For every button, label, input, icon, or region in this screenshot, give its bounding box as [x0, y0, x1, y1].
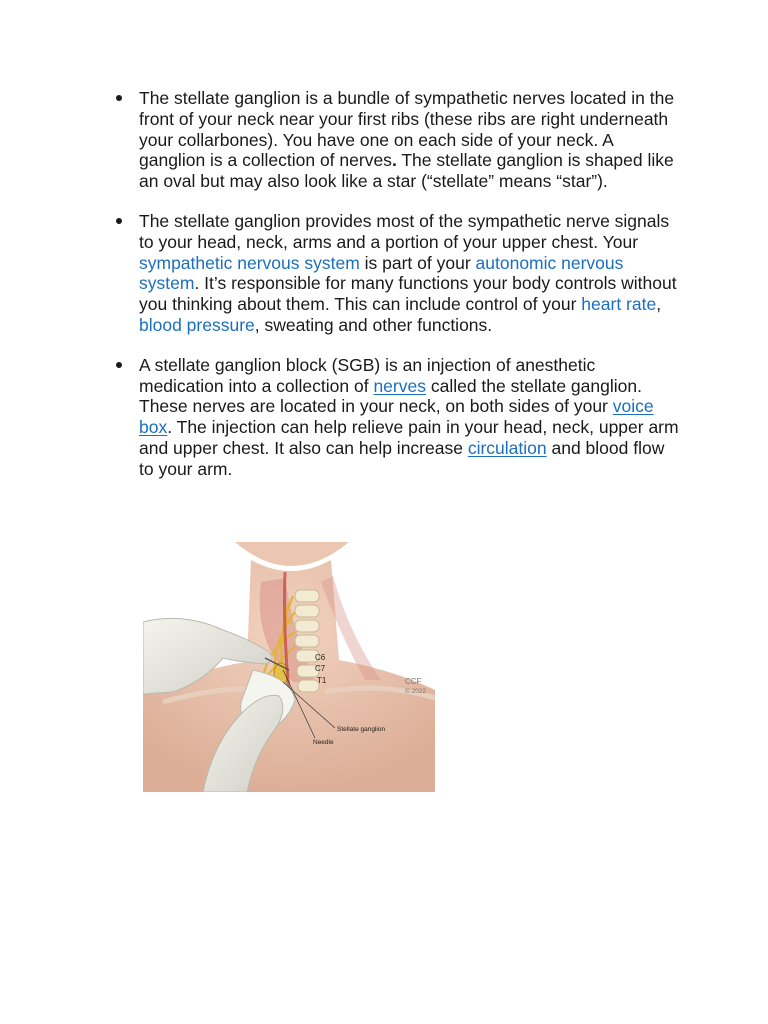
- link-blood-pressure[interactable]: blood pressure: [139, 314, 255, 335]
- vertebra-label-c6: C6: [315, 653, 326, 662]
- bullet-icon: [116, 362, 122, 368]
- link-heart-rate[interactable]: heart rate: [581, 294, 657, 315]
- bullet-list: [112, 88, 682, 499]
- link-autonomic-nervous-system[interactable]: autonomic nervous system: [139, 252, 624, 294]
- vertebra-label-t1: T1: [317, 676, 327, 685]
- paragraph-text: The stellate ganglion is shaped like an oval but may also look like a star (“stellate” means “star”).: [139, 150, 674, 192]
- bullet-icon: [116, 95, 122, 101]
- needle-label: Needle: [313, 739, 334, 746]
- paragraph-text: , sweating and other functions.: [254, 314, 493, 335]
- paragraph-text: . It’s responsible for many functions your body controls without you thinking about them. This can include control of your: [139, 273, 677, 315]
- link-sympathetic-nervous-system[interactable]: sympathetic nervous system: [139, 252, 360, 273]
- link-nerves[interactable]: nerves: [373, 375, 426, 396]
- vertebra-label-c7: C7: [315, 664, 326, 673]
- bullet-icon: [116, 218, 122, 224]
- paragraph-text: .: [391, 150, 397, 171]
- credit-year: © 2022: [405, 688, 427, 695]
- stellate-ganglion-label: Stellate ganglion: [337, 726, 386, 733]
- paragraph-text: ,: [656, 294, 662, 315]
- paragraph-text: The stellate ganglion provides most of the sympathetic nerve signals to your head, neck, arms and a portion of your upper chest. Your: [139, 210, 670, 252]
- link-voice-box[interactable]: voice box: [139, 396, 654, 438]
- list-item: [112, 211, 682, 336]
- credit-org: CCF: [405, 677, 422, 686]
- paragraph-text: is part of your: [359, 252, 476, 273]
- paragraph-text: A stellate ganglion block (SGB) is an injection of anesthetic medication into a collection of: [139, 354, 596, 396]
- paragraph-text: and blood flow to your arm.: [139, 437, 665, 479]
- paragraph-text: . The injection can help relieve pain in your head, neck, upper arm and upper chest. It also can help increase: [139, 417, 679, 458]
- stellate-ganglion-illustration: [143, 542, 435, 792]
- list-item: [112, 88, 682, 192]
- link-circulation[interactable]: circulation: [467, 437, 547, 458]
- list-item: [112, 355, 682, 480]
- paragraph-text: called the stellate ganglion. These nerves are located in your neck, on both sides of your: [139, 375, 642, 417]
- paragraph-text: The stellate ganglion is a bundle of sympathetic nerves located in the front of your neck near your first ribs (these ribs are right underneath your collarbones). You have one on each side of your neck. A ganglion is a collection of nerves: [139, 88, 675, 171]
